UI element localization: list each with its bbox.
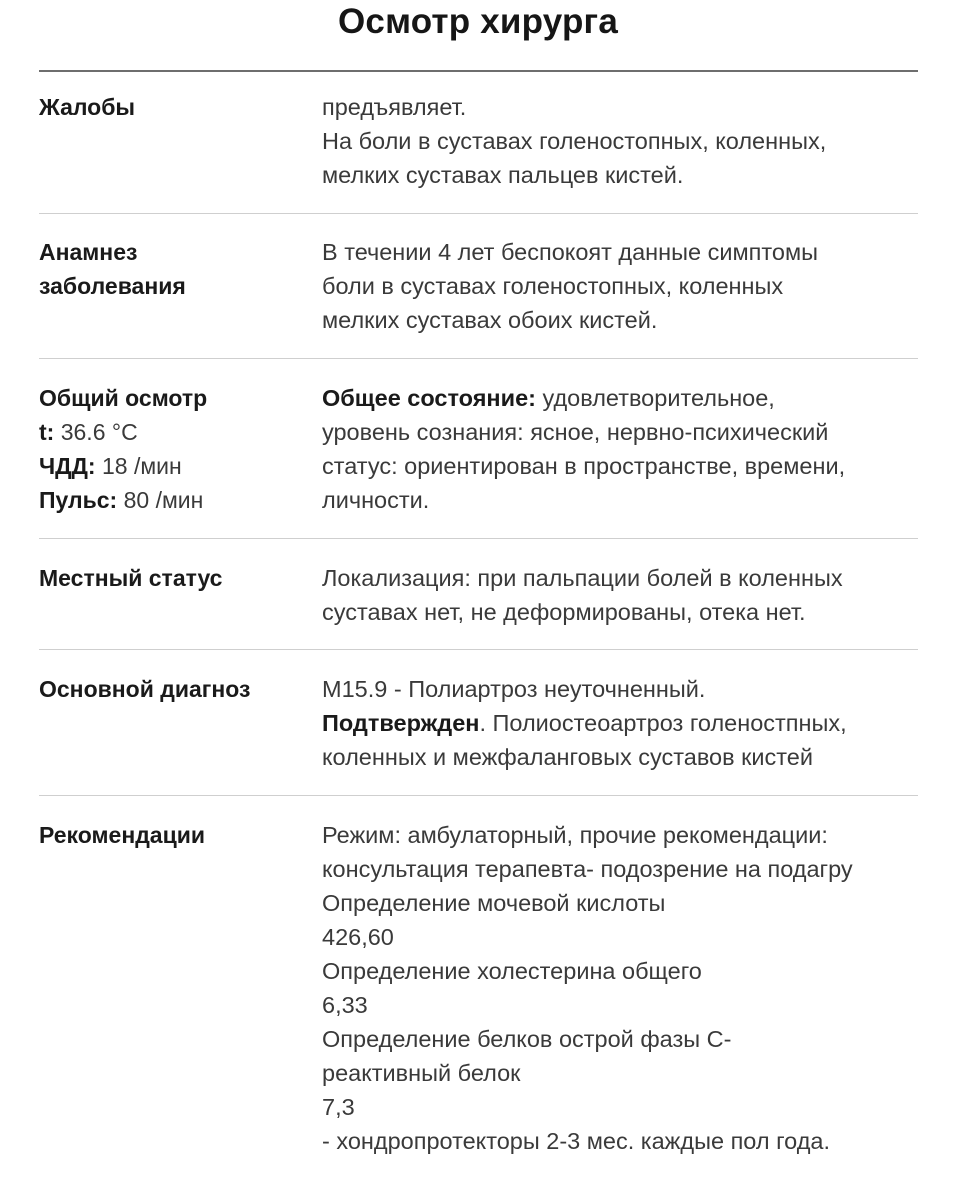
pulse-label: Пульс:	[39, 487, 118, 513]
section-divider	[39, 795, 918, 796]
complaints-value	[322, 90, 922, 192]
diagnosis-code-line: М15.9 - Полиартроз неуточненный.	[322, 676, 706, 702]
complaints-line: мелких суставах пальцев кистей.	[322, 162, 684, 188]
page-title: Осмотр хирурга	[338, 2, 618, 41]
recommendation-line: консультация терапевта- подозрение на подагру	[322, 856, 853, 882]
recommendation-line: Определение мочевой кислоты	[322, 890, 666, 916]
history-line: В течении 4 лет беспокоят данные симптомы	[322, 239, 819, 265]
temperature-label: t:	[39, 419, 55, 445]
general-label: Общий осмотр	[39, 385, 208, 411]
history-label-line: Анамнез	[39, 239, 138, 265]
respiratory-rate-row	[39, 449, 309, 483]
local-status-value	[322, 561, 922, 629]
section-divider	[39, 649, 918, 650]
section-divider	[39, 213, 918, 214]
general-label-block	[39, 381, 309, 517]
recommendations-value	[322, 818, 922, 1158]
diagnosis-label: Основной диагноз	[39, 676, 251, 702]
diagnosis-line: коленных и межфаланговых суставов кистей	[322, 744, 813, 770]
recommendations-label: Рекомендации	[39, 822, 206, 848]
general-state-row	[322, 381, 922, 415]
complaints-line: предъявляет.	[322, 94, 467, 120]
respiratory-rate-label: ЧДД:	[39, 453, 96, 479]
history-label	[39, 235, 309, 303]
general-line: личности.	[322, 487, 430, 513]
general-line: статус: ориентирован в пространстве, времени,	[322, 453, 846, 479]
complaints-label: Жалобы	[39, 94, 136, 120]
recommendation-line: 426,60	[322, 924, 394, 950]
section-divider	[39, 358, 918, 359]
local-status-line: суставах нет, не деформированы, отека нет.	[322, 599, 806, 625]
respiratory-rate-value: 18 /мин	[101, 453, 182, 479]
general-state-label: Общее состояние:	[322, 385, 536, 411]
history-value	[322, 235, 922, 337]
recommendation-line: Определение белков острой фазы С-	[322, 1026, 732, 1052]
history-line: боли в суставах голеностопных, коленных	[322, 273, 784, 299]
local-status-line: Локализация: при пальпации болей в коленных	[322, 565, 843, 591]
recommendation-line: 6,33	[322, 992, 368, 1018]
history-line: мелких суставах обоих кистей.	[322, 307, 658, 333]
general-value	[322, 381, 922, 517]
diagnosis-value	[322, 672, 922, 774]
recommendation-line: Определение холестерина общего	[322, 958, 702, 984]
general-line: уровень сознания: ясное, нервно-психический	[322, 419, 829, 445]
temperature-row	[39, 415, 309, 449]
general-state-value: удовлетворительное,	[542, 385, 775, 411]
recommendation-line: Режим: амбулаторный, прочие рекомендации:	[322, 822, 828, 848]
diagnosis-confirmed-text: . Полиостеоартроз голеностпных,	[479, 710, 847, 736]
pulse-row	[39, 483, 309, 517]
diagnosis-confirmed-row	[322, 706, 922, 740]
section-divider	[39, 538, 918, 539]
complaints-line: На боли в суставах голеностопных, коленных,	[322, 128, 827, 154]
recommendation-line: - хондропротекторы 2-3 мес. каждые пол года.	[322, 1128, 831, 1154]
local-status-label: Местный статус	[39, 565, 223, 591]
temperature-value: 36.6 °C	[60, 419, 138, 445]
pulse-value: 80 /мин	[123, 487, 204, 513]
recommendation-line: 7,3	[322, 1094, 355, 1120]
diagnosis-confirmed-label: Подтвержден	[322, 710, 480, 736]
title-divider	[39, 70, 918, 72]
recommendation-line: реактивный белок	[322, 1060, 521, 1086]
history-label-line: заболевания	[39, 273, 186, 299]
